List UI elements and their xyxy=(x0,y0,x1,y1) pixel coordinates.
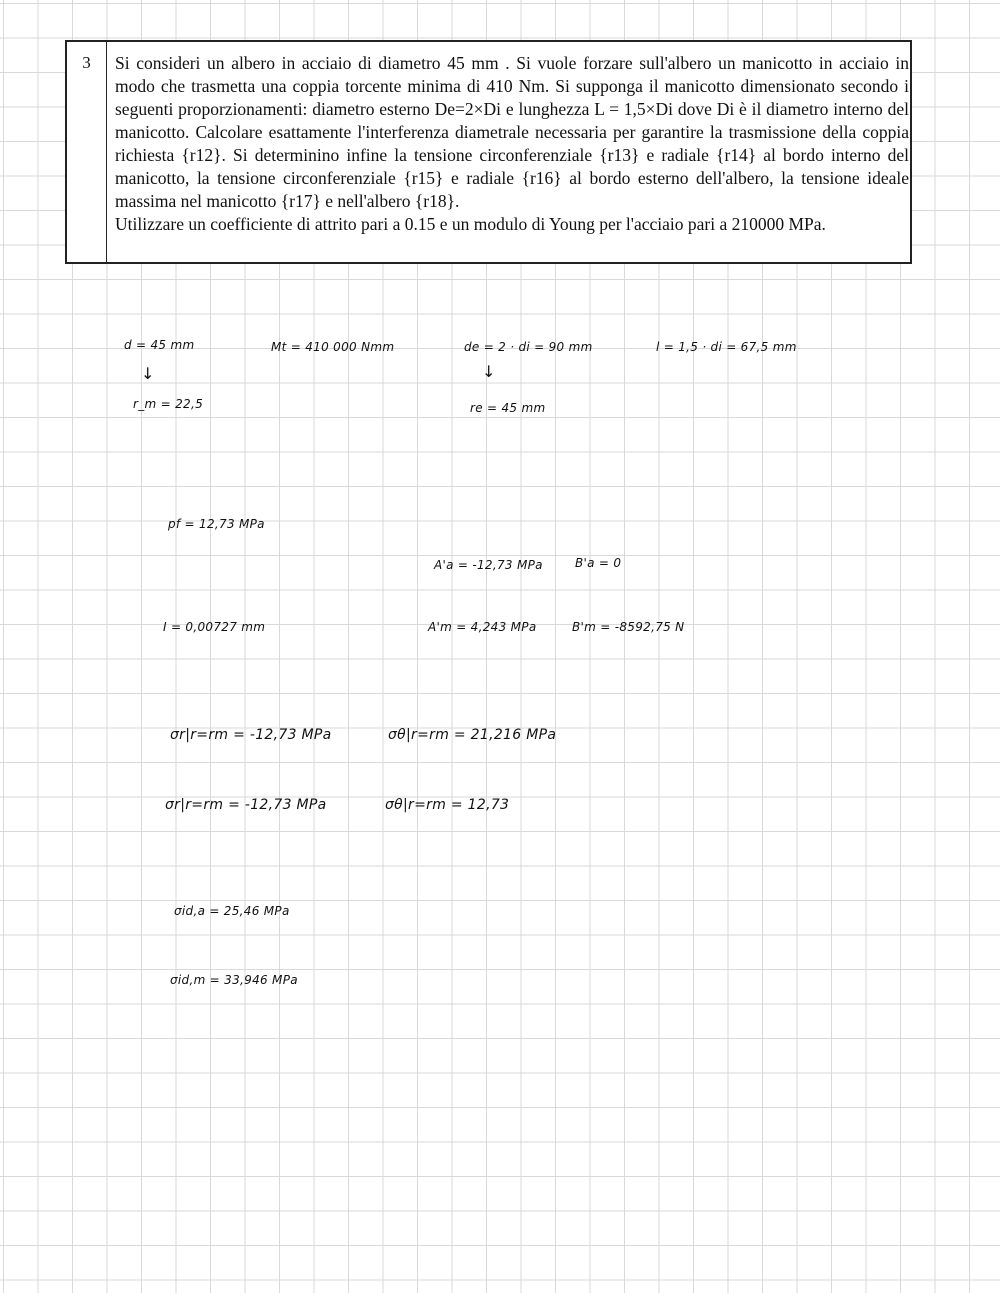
note-l: l = 1,5 · di = 67,5 mm xyxy=(656,340,797,354)
note-sigma-r-m: σr|r=rm = -12,73 MPa xyxy=(170,727,332,743)
problem-text xyxy=(115,52,909,236)
note-pf: pf = 12,73 MPa xyxy=(168,517,265,531)
note-sigma-r-a: σr|r=rm = -12,73 MPa xyxy=(165,797,327,813)
problem-box xyxy=(65,40,912,264)
note-i: I = 0,00727 mm xyxy=(163,620,266,634)
note-sigma-theta-m: σθ|r=rm = 21,216 MPa xyxy=(388,727,557,743)
arrow-down-icon: ↓ xyxy=(141,364,155,383)
arrow-down-icon: ↓ xyxy=(482,362,496,381)
problem-paragraph-2: Utilizzare un coefficiente di attrito pari a 0.15 e un modulo di Young per l'acciaio pari a 210000 MPa. xyxy=(115,214,826,234)
note-de: de = 2 · di = 90 mm xyxy=(464,340,593,354)
note-b-m: B'm = -8592,75 N xyxy=(572,620,685,634)
note-sigma-id-m: σid,m = 33,946 MPa xyxy=(170,973,298,987)
problem-number: 3 xyxy=(67,42,107,262)
note-re: re = 45 mm xyxy=(470,401,546,415)
problem-paragraph-1: Si consideri un albero in acciaio di diametro 45 mm . Si vuole forzare sull'albero un manicotto in acciaio in modo che trasmetta una coppia torcente minima di 410 Nm. Si supponga il manicotto dimensionato secondo i seguenti proporzionamenti: diametro esterno De=2×Di e lunghezza L = 1,5×Di dove Di è il diametro interno del manicotto. Calcolare esattamente l'interferenza diametrale necessaria per garantire la trasmissione della coppia richiesta {r12}. Si determinino infine la tensione circonferenziale {r13} e radiale {r14} al bordo interno del manicotto, la tensione circonferenziale {r15} e radiale {r16} al bordo esterno dell'albero, la tensione ideale massima nel manicotto {r17} e nell'albero {r18}. xyxy=(115,53,909,211)
note-b-a: B'a = 0 xyxy=(575,556,622,570)
note-d: d = 45 mm xyxy=(124,338,195,352)
note-a-a: A'a = -12,73 MPa xyxy=(434,558,543,572)
note-mt: Mt = 410 000 Nmm xyxy=(271,340,395,354)
note-a-m: A'm = 4,243 MPa xyxy=(428,620,537,634)
note-sigma-theta-a: σθ|r=rm = 12,73 xyxy=(385,797,510,813)
note-rm: r_m = 22,5 xyxy=(133,397,204,411)
note-sigma-id-a: σid,a = 25,46 MPa xyxy=(174,904,290,918)
